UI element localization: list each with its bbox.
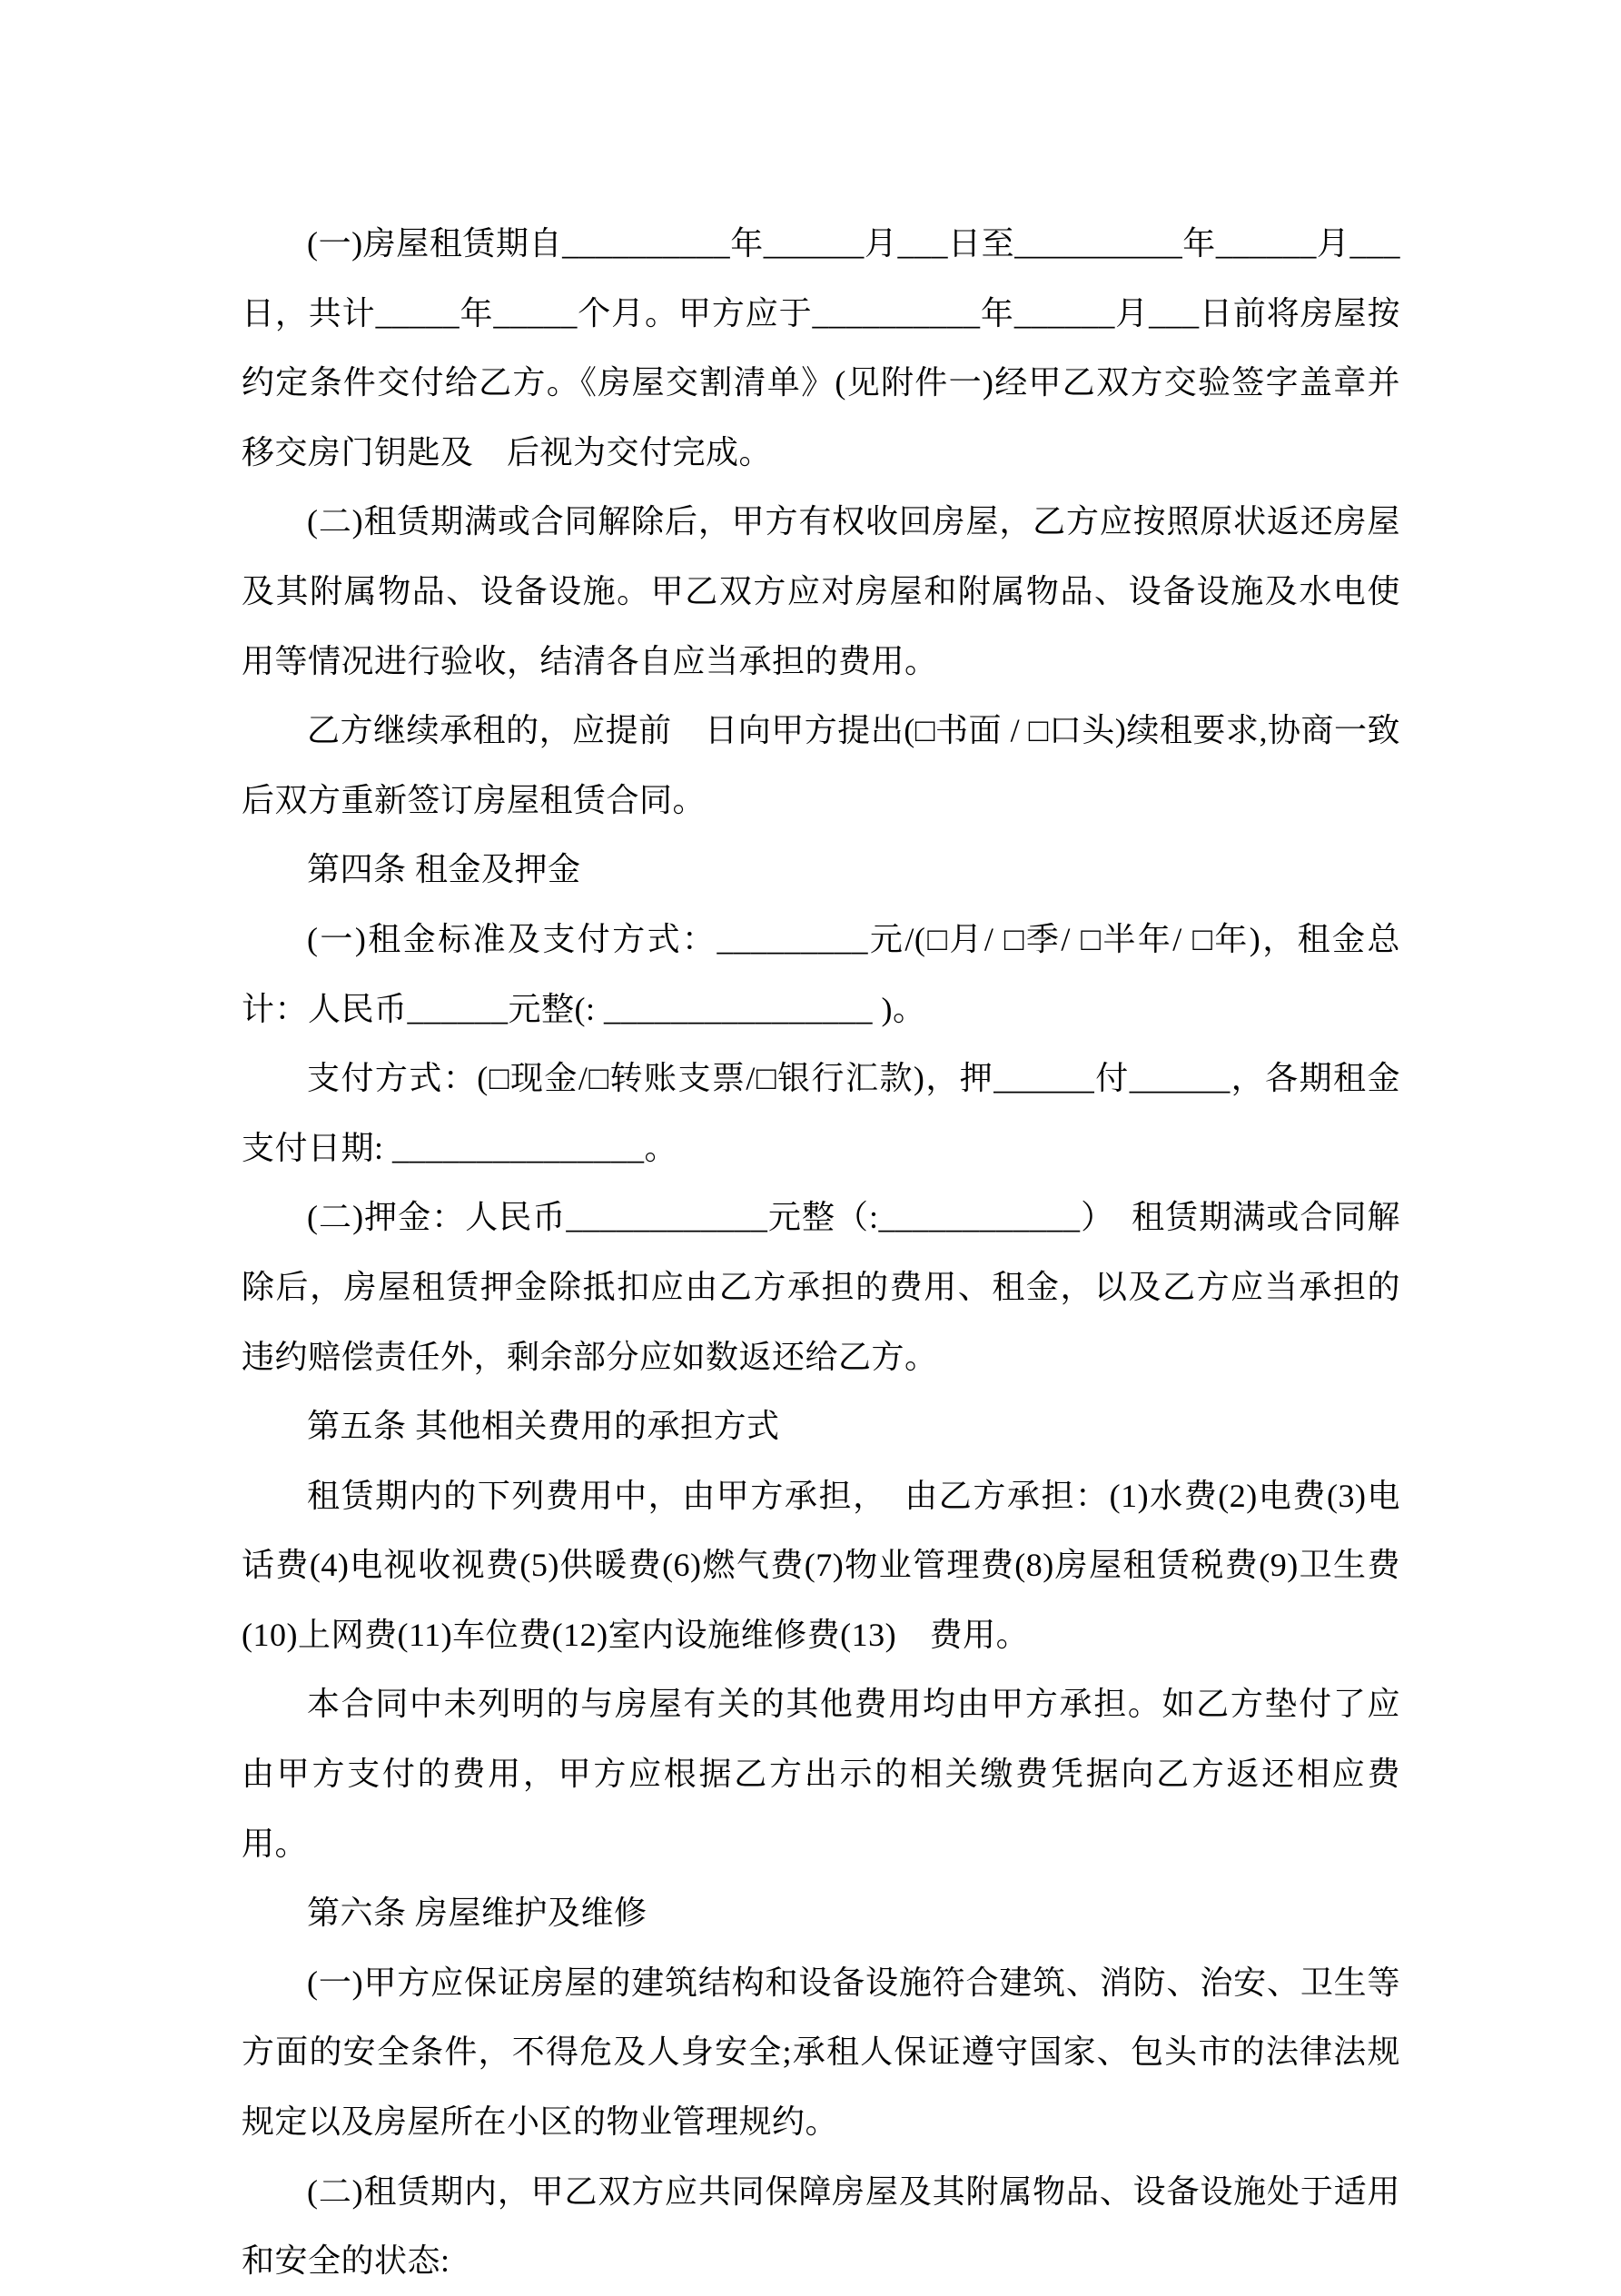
clause-paragraph-unlisted-fees: 本合同中未列明的与房屋有关的其他费用均由甲方承担。如乙方垫付了应由甲方支付的费用，甲方应根据乙方出示的相关缴费凭据向乙方返还相应费用。 — [242, 1686, 1400, 1862]
clause-paragraph-payment-method: 支付方式：(□现金/□转账支票/□银行汇款)，押______付______，各期租金支付日期: _______________。 — [242, 1060, 1400, 1166]
clause-paragraph-joint-upkeep: (二)租赁期内，甲乙双方应共同保障房屋及其附属物品、设备设施处于适用和安全的状态: — [242, 2172, 1400, 2280]
clause-paragraph-deposit: (二)押金：人民币____________元整（:____________） 租赁期满或合同解除后，房屋租赁押金除抵扣应由乙方承担的费用、租金，以及乙方应当承担的违约赔偿责任外，剩余部分应如数返还给乙方。 — [242, 1199, 1400, 1375]
clause-paragraph-safety: (一)甲方应保证房屋的建筑结构和设备设施符合建筑、消防、治安、卫生等方面的安全条件，不得危及人身安全;承租人保证遵守国家、包头市的法律法规规定以及房屋所在小区的物业管理规约。 — [242, 1964, 1400, 2141]
clause-paragraph-fee-allocation: 租赁期内的下列费用中，由甲方承担， 由乙方承担：(1)水费(2)电费(3)电话费(4)电视收视费(5)供暖费(6)燃气费(7)物业管理费(8)房屋租赁税费(9)卫生费(10)上网费(11)车位费(12)室内设施维修费(13) 费用。 — [242, 1477, 1400, 1653]
section-heading-article-4: 第四条 租金及押金 — [307, 851, 581, 888]
clause-paragraph-return-house: (二)租赁期满或合同解除后，甲方有权收回房屋，乙方应按照原状返还房屋及其附属物品、设备设施。甲乙双方应对房屋和附属物品、设备设施及水电使用等情况进行验收，结清各自应当承担的费用。 — [242, 503, 1400, 679]
section-heading-article-6: 第六条 房屋维护及维修 — [307, 1895, 647, 1932]
clause-paragraph-renewal: 乙方继续承租的，应提前 日向甲方提出(□书面 / □口头)续租要求,协商一致后双方重新签订房屋租赁合同。 — [242, 712, 1400, 818]
clause-paragraph-lease-term: (一)房屋租赁期自__________年______月___日至__________年______月___日，共计_____年_____个月。甲方应于__________年______月___日前将房屋按约定条件交付给乙方。《房屋交割清单》(见附件一)经甲乙双方交验签字盖章并移交房门钥匙及 后视为交付完成。 — [242, 225, 1400, 470]
section-heading-article-5: 第五条 其他相关费用的承担方式 — [307, 1408, 780, 1445]
clause-paragraph-rent-standard: (一)租金标准及支付方式：_________元/(□月/ □季/ □半年/ □年)，租金总计：人民币______元整(: ________________ )。 — [242, 920, 1400, 1027]
